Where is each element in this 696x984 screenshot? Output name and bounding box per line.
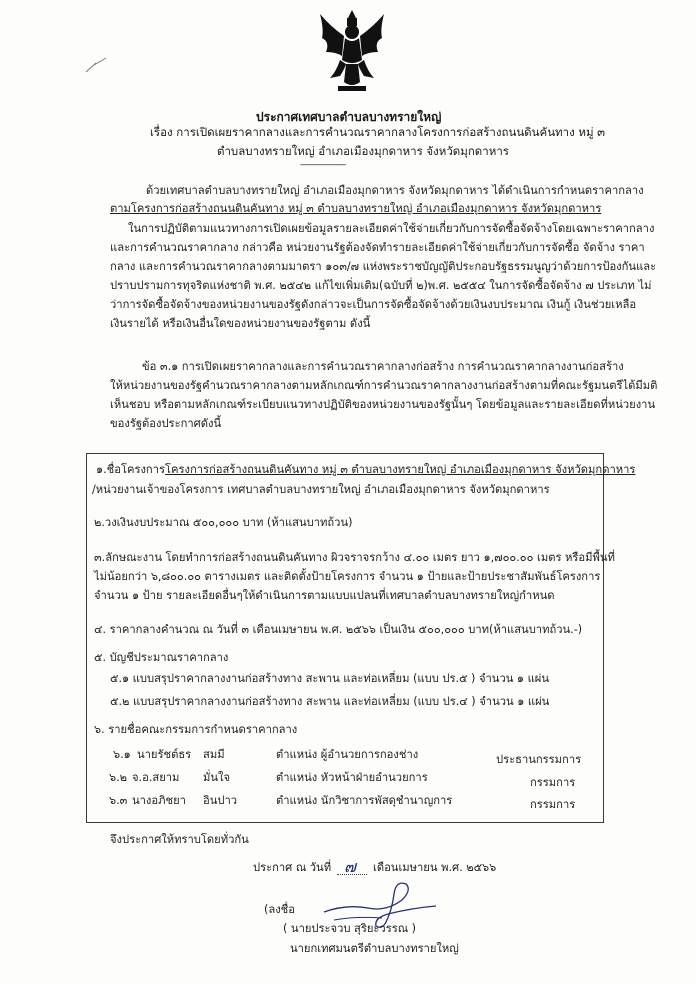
intro-p2-line2: และการคำนวณราคากลาง กล่าวคือ หน่วยงานรัฐต้องจัดทำรายละเอียดค่าใช้จ่ายเกี่ยวกับการจัดซื้อ จัดจ้าง ราคา bbox=[110, 241, 645, 254]
committee-name: นางอภิชยา bbox=[132, 794, 186, 807]
committee-name: นายรัชต์ธร bbox=[137, 748, 192, 761]
intro-p2-line3: กลาง และการคำนวณราคากลางตามมาตรา ๑๐๓/๗ แห่งพระราชบัญญัติประกอบรัฐธรรมนูญว่าด้วยการป้องกันและ bbox=[110, 260, 657, 273]
subject-line-1: เรื่อง การเปิดเผยราคากลางและการคำนวณราคากลางโครงการก่อสร้างถนนดินคันทาง หมู่ ๓ bbox=[150, 125, 606, 139]
intro-p2-line1: ในการปฏิบัติตามแนวทางการเปิดเผยข้อมูลรายละเอียดค่าใช้จ่ายเกี่ยวกับการจัดซื้อจัดจ้างโดยเฉพาะราคากลาง bbox=[128, 222, 655, 235]
committee-surname: อินปาว bbox=[203, 794, 238, 807]
sign-label: (ลงชื่อ bbox=[264, 903, 295, 916]
separator: ------------------------ bbox=[300, 160, 346, 169]
committee-no: ๖.๒ bbox=[109, 771, 128, 784]
item-3-line3: จำนวน ๑ ป้าย รายละเอียดอื่นๆให้ดำเนินการตามแบบแปลนที่เทศบาลตำบลบางทรายใหญ่กำหนด bbox=[94, 589, 555, 602]
item-5-1: ๕.๑ แบบสรุปราคากลางงานก่อสร้างทาง สะพาน และท่อเหลี่ยม (แบบ ปร.๕ ) จำนวน ๑ แผ่น bbox=[110, 672, 550, 685]
garuda-emblem bbox=[316, 8, 388, 94]
closing-date-suffix: เดือนเมษายน พ.ศ. ๒๕๖๖ bbox=[373, 861, 497, 874]
committee-no: ๖.๓ bbox=[109, 794, 128, 807]
committee-role: กรรมการ bbox=[530, 798, 576, 811]
subject-line-2: ตำบลบางทรายใหญ่ อำเภอเมืองมุกดาหาร จังหวัดมุกดาหาร bbox=[217, 144, 509, 158]
committee-role: กรรมการ bbox=[530, 776, 576, 789]
committee-role: ประธานกรรมการ bbox=[496, 753, 582, 766]
closing-date-day: ๗ bbox=[344, 857, 357, 876]
intro-p3-line1: ข้อ ๓.๑ การเปิดเผยราคากลางและการคำนวณราคากลางก่อสร้าง การคำนวณราคากลางงานก่อสร้าง bbox=[142, 360, 624, 373]
item-1-prefix: ๑.ชื่อโครงการ bbox=[96, 463, 165, 476]
committee-surname: มั่นใจ bbox=[203, 771, 231, 784]
signer-name: ( นายประจวบ สุริยะวรรณ ) bbox=[283, 922, 417, 935]
intro-p3-line4: ของรัฐต้องประกาศดังนี้ bbox=[110, 417, 222, 430]
details-box bbox=[86, 453, 604, 823]
intro-p2-line4: ปราบปรามการทุจริตแห่งชาติ พ.ศ. ๒๕๔๒ แก้ไขเพิ่มเติม(ฉบับที่ ๒)พ.ศ. ๒๕๕๔ ในการจัดซื้อจัดจ้าง ๗ ประเภท ไม่ bbox=[110, 279, 652, 292]
date-underline bbox=[337, 874, 367, 875]
item-5-heading: ๕. บัญชีประมาณราคากลาง bbox=[94, 651, 229, 664]
intro-p2-line5: ว่าการจัดซื้อจัดจ้างของหน่วยงานของรัฐดังกล่าวจะเป็นการจัดซื้อจัดจ้างด้วยเงินงบประมาณ เงินกู้ เงินช่วยเหลือ bbox=[110, 298, 637, 311]
intro-p3-line3: เห็นชอบ หรือตามหลักเกณฑ์ระเบียบแนวทางปฏิบัติของหน่วยงานของรัฐนั้นๆ โดยข้อมูลและรายละเอียดที่หน่วยงาน bbox=[110, 398, 656, 411]
announcement-title: ประกาศเทศบาลตำบลบางทรายใหญ่ bbox=[256, 110, 442, 124]
item-5-2: ๕.๒ แบบสรุปราคากลางงานก่อสร้างทาง สะพาน และท่อเหลี่ยม (แบบ ปร.๔ ) จำนวน ๑ แผ่น bbox=[110, 695, 550, 708]
closing-date-prefix: ประกาศ ณ วันที่ bbox=[253, 861, 332, 874]
committee-surname: สมมี bbox=[203, 748, 225, 761]
closing-announce: จึงประกาศให้ทราบโดยทั่วกัน bbox=[110, 833, 249, 846]
intro-p1-line2: ตามโครงการก่อสร้างถนนดินคันทาง หมู่ ๓ ตำบลบางทรายใหญ่ อำเภอเมืองมุกดาหาร จังหวัดมุกดาหาร bbox=[110, 202, 602, 215]
item-6-heading: ๖. รายชื่อคณะกรรมการกำหนดราคากลาง bbox=[94, 723, 298, 736]
committee-position: ตำแหน่ง หัวหน้าฝ่ายอำนวยการ bbox=[276, 771, 428, 784]
committee-position: ตำแหน่ง นักวิชาการพัสดุชำนาญการ bbox=[276, 794, 453, 807]
intro-p2-line6: เงินรายได้ หรือเงินอื่นใดของหน่วยงานของรัฐตาม ดังนี้ bbox=[110, 317, 371, 330]
signer-title: นายกเทศมนตรีตำบลบางทรายใหญ่ bbox=[290, 942, 459, 955]
item-1-project: โครงการก่อสร้างถนนดินคันทาง หมู่ ๓ ตำบลบางทรายใหญ่ อำเภอเมืองมุกดาหาร จังหวัดมุกดาหาร bbox=[165, 463, 636, 476]
item-2-budget: ๒.วงเงินงบประมาณ ๕๐๐,๐๐๐ บาท (ห้าแสนบาทถ้วน) bbox=[94, 516, 353, 529]
committee-name: จ.อ.สยาม bbox=[132, 771, 180, 784]
intro-p1-line1: ด้วยเทศบาลตำบลบางทรายใหญ่ อำเภอเมืองมุกดาหาร จังหวัดมุกดาหาร ได้ดำเนินการกำหนดราคากลาง bbox=[146, 184, 644, 197]
item-4-price: ๔. ราคากลางคำนวณ ณ วันที่ ๓ เดือนเมษายน พ.ศ. ๒๕๖๖ เป็นเงิน ๕๐๐,๐๐๐ บาท(ห้าแสนบาทถ้วน.-) bbox=[94, 623, 583, 636]
intro-p3-line2: ให้หน่วยงานของรัฐคำนวณราคากลางตามหลักเกณฑ์การคำนวณราคากลางงานก่อสร้างตามที่คณะรัฐมนตรีได้มีมติ bbox=[110, 379, 658, 392]
item-1-line2: /หน่วยงานเจ้าของโครงการ เทศบาลตำบลบางทรายใหญ่ อำเภอเมืองมุกดาหาร จังหวัดมุกดาหาร bbox=[92, 483, 550, 496]
committee-no: ๖.๑ bbox=[113, 748, 131, 761]
committee-position: ตำแหน่ง ผู้อำนวยการกองช่าง bbox=[276, 748, 419, 761]
item-3-line1: ๓.ลักษณะงาน โดยทำการก่อสร้างถนนดินคันทาง ผิวจราจรกว้าง ๔.๐๐ เมตร ยาว ๑,๗๐๐.๐๐ เมตร หรือมีพื้นที่ bbox=[94, 551, 615, 564]
item-3-line2: ไม่น้อยกว่า ๖,๘๐๐.๐๐ ตารางเมตร และติดตั้งป้ายโครงการ จำนวน ๑ ป้ายและป้ายประชาสัมพันธ์โครงการ bbox=[94, 570, 601, 583]
pen-mark bbox=[84, 56, 110, 74]
